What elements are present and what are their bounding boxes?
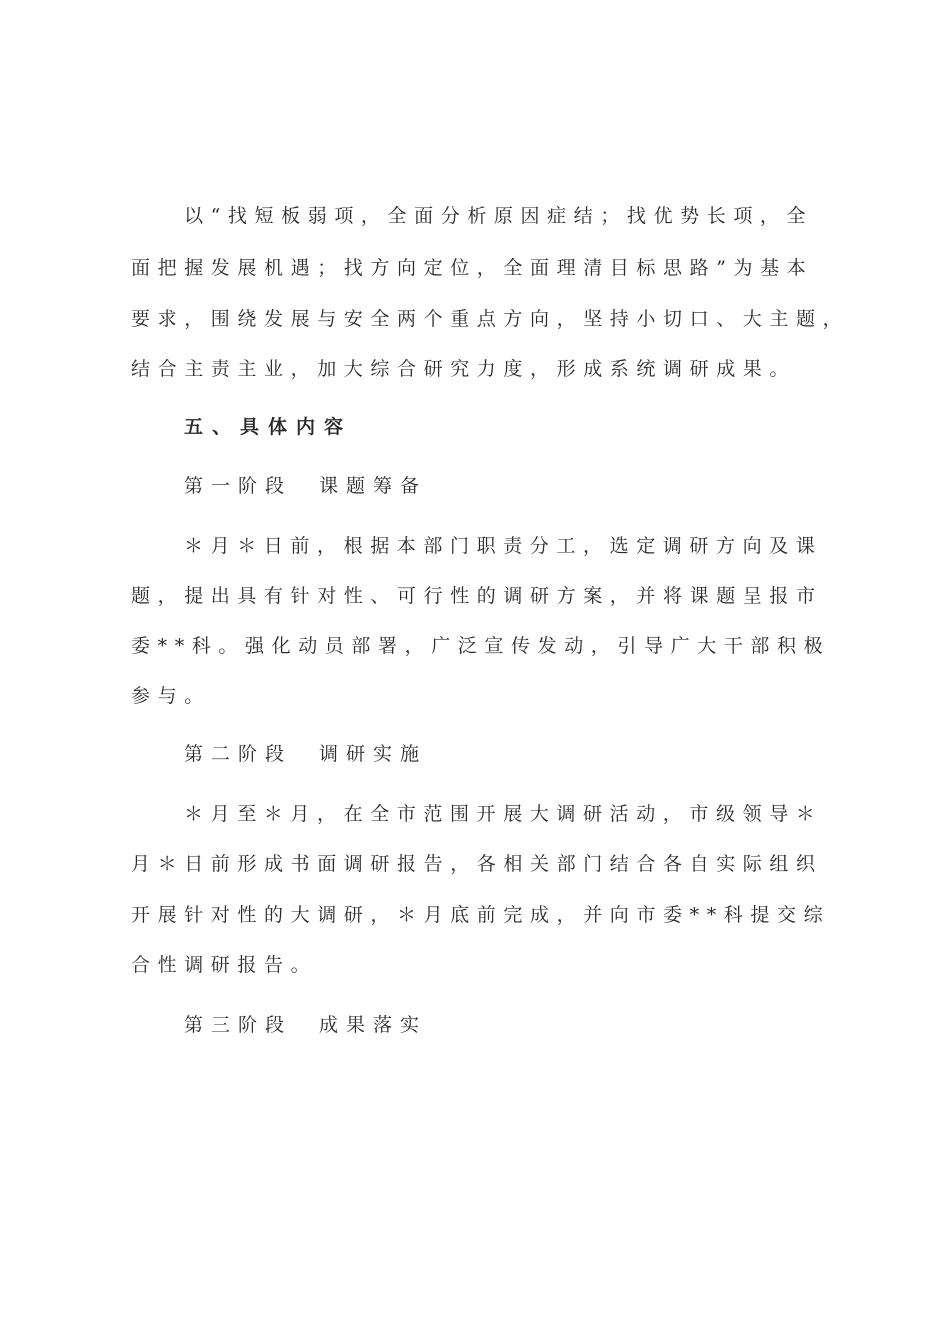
paragraph-line: 以“找短板弱项，全面分析原因症结；找优势长项，全 [184, 205, 814, 227]
paragraph-line: 开展针对性的大调研，＊月底前完成，并向市委**科提交综 [131, 904, 831, 926]
paragraph-line: ＊月＊日前，根据本部门职责分工，选定调研方向及课 [184, 535, 823, 557]
paragraph-line: 参与。 [131, 685, 211, 707]
stage-heading: 第二阶段 调研实施 [184, 743, 428, 765]
paragraph-line: 面把握发展机遇；找方向定位，全面理清目标思路”为基本 [131, 257, 814, 279]
paragraph-line: 题，提出具有针对性、可行性的调研方案，并将课题呈报市 [131, 585, 823, 607]
stage-heading: 第三阶段 成果落实 [184, 1014, 428, 1036]
paragraph-line: 月＊日前形成书面调研报告，各相关部门结合各自实际组织 [131, 853, 823, 875]
paragraph-line: ＊月至＊月，在全市范围开展大调研活动，市级领导＊ [184, 803, 823, 825]
paragraph-line: 委**科。强化动员部署，广泛宣传发动，引导广大干部积极 [131, 635, 831, 657]
paragraph-line: 要求，围绕发展与安全两个重点方向，坚持小切口、大主题， [131, 308, 850, 330]
stage-heading: 第一阶段 课题筹备 [184, 475, 428, 497]
section-heading: 五、具体内容 [184, 416, 353, 438]
paragraph-line: 结合主责主业，加大综合研究力度，形成系统调研成果。 [131, 358, 797, 380]
paragraph-line: 合性调研报告。 [131, 954, 318, 976]
